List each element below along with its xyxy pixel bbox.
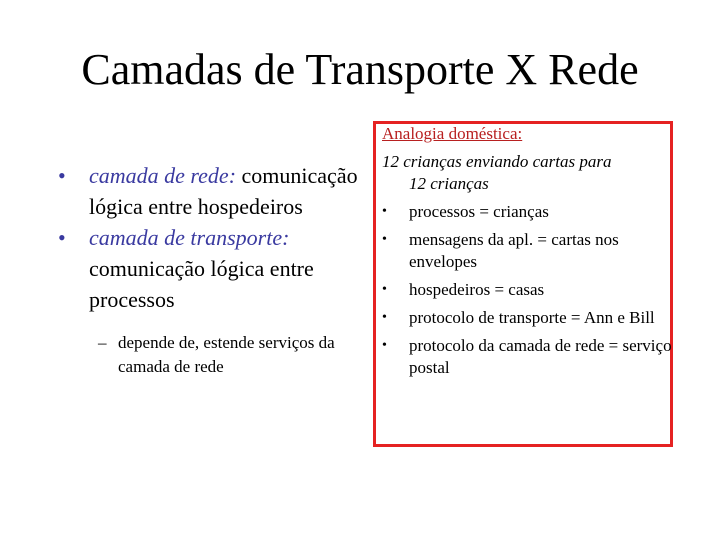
list-item (382, 229, 682, 273)
bullet-emphasis: camada de rede: (89, 163, 237, 188)
bullet-icon: • (382, 282, 387, 297)
left-bullet-list (58, 160, 358, 379)
bullet-icon: • (382, 232, 387, 247)
analogy-intro (382, 151, 682, 195)
bullet-text: comunicação lógica entre hospedeiros (89, 163, 358, 219)
list-item (58, 160, 358, 222)
list-item (382, 201, 682, 223)
bullet-emphasis: camada de transporte: (89, 225, 290, 250)
bullet-icon: • (382, 204, 387, 219)
dash-icon: – (98, 333, 107, 352)
list-item (382, 335, 682, 379)
list-item (382, 279, 682, 301)
analogy-heading: Analogia doméstica: (382, 124, 523, 143)
sub-item-text: depende de, estende serviços da camada de rede (118, 333, 335, 376)
slide-title: Camadas de Transporte X Rede (81, 45, 639, 94)
list-item (382, 307, 682, 329)
bullet-text: comunicação lógica entre processos (89, 256, 314, 312)
analogy-panel (382, 123, 682, 379)
list-item (58, 222, 358, 315)
bullet-icon: • (58, 225, 66, 250)
bullet-icon: • (382, 338, 387, 353)
analogy-item-text: hospedeiros = casas (409, 280, 545, 299)
analogy-item-text: mensagens da apl. = cartas nos envelopes (409, 230, 619, 271)
analogy-intro-line1: 12 crianças enviando cartas para (382, 152, 612, 171)
analogy-intro-line2: 12 crianças (409, 174, 489, 193)
bullet-icon: • (382, 310, 387, 325)
analogy-item-text: processos = crianças (409, 202, 549, 221)
sub-list-item (58, 331, 358, 379)
bullet-icon: • (58, 163, 66, 188)
analogy-item-text: protocolo de transporte = Ann e Bill (409, 308, 655, 327)
analogy-item-text: protocolo da camada de rede = serviço postal (409, 336, 672, 377)
